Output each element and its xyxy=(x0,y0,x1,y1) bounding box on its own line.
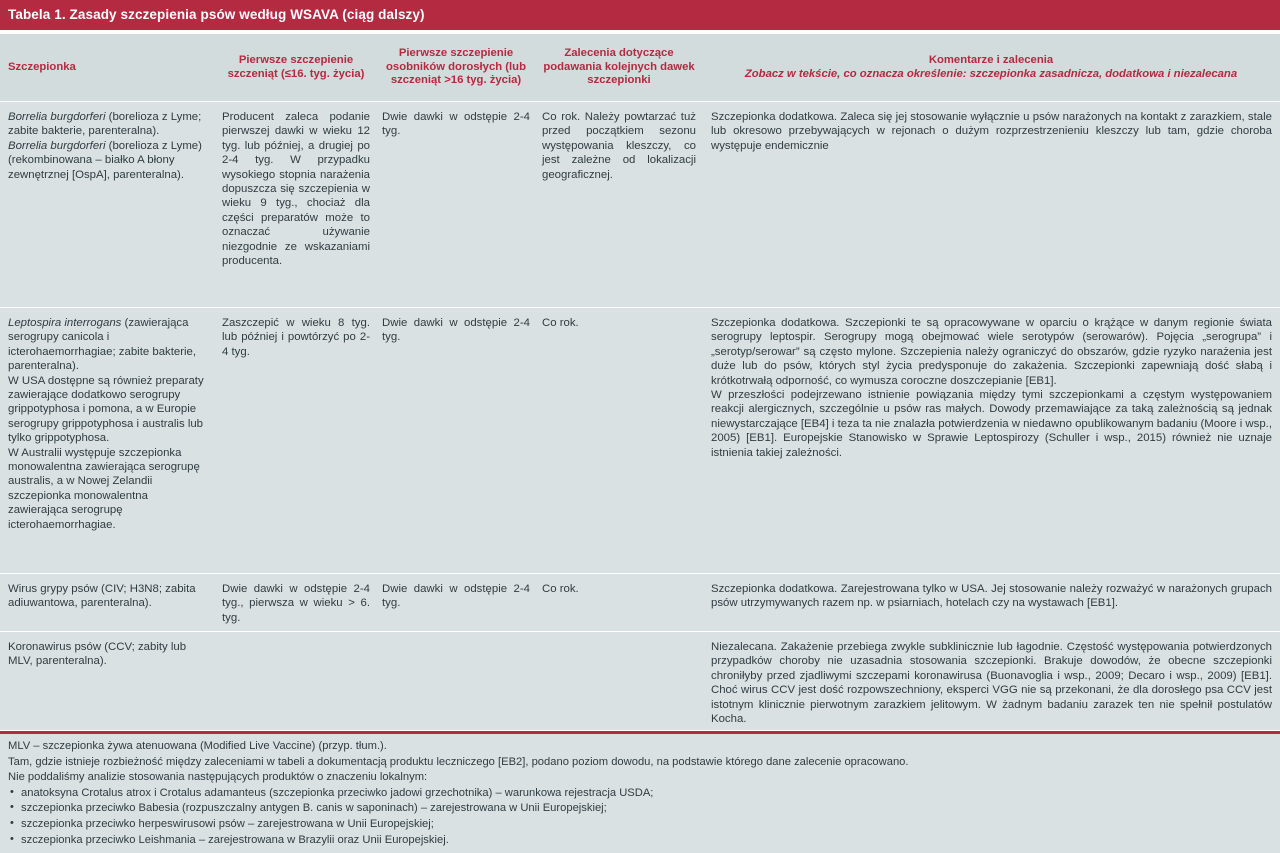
vaccine-name-paragraph: W Australii występuje szczepionka monowalentna zawierająca serogrupę australis, a w Nowej Zelandii szczepionka monowalentna zawierająca serogrupę icterohaemorrhagiae. xyxy=(8,446,200,531)
cell-kolejne-dawki xyxy=(536,102,702,307)
cell-pierwsze-szczeniat xyxy=(216,102,376,307)
cell-kolejne-dawki-text: Co rok. xyxy=(542,317,579,329)
cell-pierwsze-dorosle xyxy=(376,574,536,631)
cell-pierwsze-dorosle xyxy=(376,102,536,307)
cell-kolejne-dawki xyxy=(536,308,702,573)
vaccine-name-paragraph: Borrelia burgdorferi (borelioza z Lyme) (rekombinowana – białko A błony zewnętrznej [OspA], parenteralna). xyxy=(8,139,202,181)
cell-pierwsze-szczeniat-text: Dwie dawki w odstępie 2-4 tyg., pierwsza w wieku > 6. tyg. xyxy=(222,583,370,624)
vaccine-name-paragraph: Leptospira interrogans (zawierająca serogrupy canicola i icterohaemorrhagiae; zabite bakterie, parenteralna). xyxy=(8,317,197,373)
column-header-pierwsze-dorosle xyxy=(376,34,536,101)
cell-kolejne-dawki xyxy=(536,574,702,631)
table-body xyxy=(0,102,1280,730)
column-header-komentarze-wrap xyxy=(745,54,1237,81)
cell-szczepionka xyxy=(0,308,216,573)
species-name: Borrelia burgdorferi xyxy=(8,111,106,123)
cell-pierwsze-szczeniat xyxy=(216,632,376,730)
column-header-szczepionka-label: Szczepionka xyxy=(8,60,76,73)
cell-pierwsze-szczeniat-text: Zaszczepić w wieku 8 tyg. lub później i powtórzyć po 2-4 tyg. xyxy=(222,317,370,358)
column-header-komentarze xyxy=(702,34,1280,101)
column-header-szczepionka xyxy=(0,34,216,101)
column-header-kolejne-dawki xyxy=(536,34,702,101)
cell-kolejne-dawki xyxy=(536,632,702,730)
vaccine-name-paragraph: Koronawirus psów (CCV; zabity lub MLV, parenteralna). xyxy=(8,641,187,668)
cell-szczepionka xyxy=(0,574,216,631)
cell-komentarze xyxy=(702,102,1280,307)
cell-pierwsze-szczeniat xyxy=(216,308,376,573)
column-header-kolejne-dawki-label: Zalecenia dotyczące podawania kolejnych dawek szczepionki xyxy=(543,47,695,87)
cell-komentarze xyxy=(702,308,1280,573)
cell-kolejne-dawki-text: Co rok. xyxy=(542,583,579,595)
footnote-bullet: • szczepionka przeciwko Babesia (rozpuszczalny antygen B. canis w saponinach) – zarejestrowana w Unii Europejskiej; xyxy=(8,801,1272,817)
cell-pierwsze-szczeniat xyxy=(216,574,376,631)
cell-pierwsze-dorosle-text: Dwie dawki w odstępie 2-4 tyg. xyxy=(382,111,530,138)
column-header-komentarze-sublabel: Zobacz w tekście, co oznacza określenie: szczepionka zasadnicza, dodatkowa i niezalecana xyxy=(744,67,1238,80)
cell-szczepionka xyxy=(0,102,216,307)
footnote-line: Nie poddaliśmy analizie stosowania następujących produktów o znaczeniu lokalnym: xyxy=(8,771,428,784)
cell-kolejne-dawki-text: Co rok. Należy powtarzać tuż przed początkiem sezonu występowania kleszczy, co jest zależne od lokalizacji geograficznej. xyxy=(542,111,696,181)
cell-pierwsze-szczeniat-text: Producent zaleca podanie pierwszej dawki w wieku 12 tyg. lub później, a drugiej po 2-4 tyg. W przypadku wysokiego stopnia narażenia dopuszcza się szczepienia w wieku 9 tyg., chociaż dla części preparatów może to oznaczać używanie niezgodnie ze wskazaniami producenta. xyxy=(222,111,370,268)
table-row xyxy=(0,574,1280,632)
cell-pierwsze-dorosle xyxy=(376,308,536,573)
table-row xyxy=(0,632,1280,730)
comment-paragraph: Szczepionka dodatkowa. Zaleca się jej stosowanie wyłącznie u psów narażonych na kontakt z zarazkiem, stale lub okresowo przebywających w rejonach o dużym rozprzestrzenieniu kleszczy lub tam, gdzie choroba występuje endemicznie xyxy=(711,111,1272,152)
footnote-lines xyxy=(8,739,1272,786)
comment-paragraph: Niezalecana. Zakażenie przebiega zwykle subklinicznie lub łagodnie. Częstość występowania potwierdzonych przypadków choroby nie uzasadnia stosowania szczepionki. Brakuje dowodów, że obecne szczepionki chroniłyby przed zjadliwymi szczepami koronawirusa (Buonavoglia i wsp., 2009; Decaro i wsp., 2009) [EB1]. Choć wirus CCV jest dość rozpowszechniony, eksperci VGG nie są przekonani, że dla dorosłego psa CCV jest istotnym klinicznie pierwotnym zarazkiem jelitowym. W żadnym badaniu zarazek ten nie spełnił postulatów Kocha. xyxy=(711,641,1272,726)
footnote-bullet: • szczepionka przeciwko Leishmania – zarejestrowana w Brazylii oraz Unii Europejskiej. xyxy=(8,833,1272,849)
species-name: Leptospira interrogans xyxy=(8,317,122,329)
cell-pierwsze-dorosle xyxy=(376,632,536,730)
comment-paragraph: Szczepionka dodatkowa. Zarejestrowana tylko w USA. Jej stosowanie należy rozważyć w narażonych grupach psów utrzymywanych razem np. w psiarniach, hotelach czy na wystawach [EB1]. xyxy=(711,583,1272,610)
column-header-pierwsze-dorosle-label: Pierwsze szczepienie osobników dorosłych (lub szczeniąt >16 tyg. życia) xyxy=(386,47,526,87)
species-name: Borrelia burgdorferi xyxy=(8,139,106,152)
column-header-pierwsze-szczeniat xyxy=(216,34,376,101)
footnote-bullet: • anatoksyna Crotalus atrox i Crotalus adamanteus (szczepionka przeciwko jadowi grzechotnika) – warunkowa rejestracja USDA; xyxy=(8,786,1272,802)
table-title: Tabela 1. Zasady szczepienia psów według WSAVA (ciąg dalszy) xyxy=(0,0,1280,30)
vaccine-name-paragraph: Wirus grypy psów (CIV; H3N8; zabita adiuwantowa, parenteralna). xyxy=(8,583,196,610)
vaccine-name-paragraph: W USA dostępne są również preparaty zawierające dodatkowo serogrupy grippotyphosa i pomona, a w Europie serogrupy grippotyphosa i australis lub tylko grippotyphosa. xyxy=(8,374,204,445)
cell-komentarze xyxy=(702,574,1280,631)
cell-pierwsze-dorosle-text: Dwie dawki w odstępie 2-4 tyg. xyxy=(382,583,530,610)
comment-paragraph: W przeszłości podejrzewano istnienie powiązania między tymi szczepionkami a częstym występowaniem reakcji alergicznych, szczególnie u psów ras małych. Dowody przemawiające za taką zależnością są jednak niewystarczające [EB4] i teza ta nie znalazła potwierdzenia w niedawno opublikowanym badaniu (Moore i wsp., 2005) [EB1]. Europejskie Stanowisko w Sprawie Leptospirozy (Schuller i wsp., 2015) również nie uznaje istnienia takiej zależności. xyxy=(711,389,1272,459)
table-row xyxy=(0,102,1280,308)
table-row xyxy=(0,308,1280,574)
footnote-bullet-list xyxy=(8,786,1272,848)
column-header-pierwsze-szczeniat-label: Pierwsze szczepienie szczeniąt (≤16. tyg. życia) xyxy=(227,54,365,80)
cell-komentarze xyxy=(702,632,1280,730)
vaccine-name-paragraph: Borrelia burgdorferi (borelioza z Lyme; zabite bakterie, parenteralna). xyxy=(8,111,202,138)
footnote-line: MLV – szczepionka żywa atenuowana (Modified Live Vaccine) (przyp. tłum.). xyxy=(8,740,387,752)
comment-paragraph: Szczepionka dodatkowa. Szczepionki te są opracowywane w oparciu o krążące w danym regionie świata serogrupy leptospir. Serogrupy mogą obejmować wiele serotypów (serowarów). Pojęcia „serogrupa” i „serotyp/serowar” są często mylone. Szczepienia należy ograniczyć do obszarów, gdzie ryzyko narażenia jest duże lub do psów, których styl życia predysponuje do zakażenia. Szczepionki zapewniają dość słabą i krótkotrwałą odporność, co wymusza coroczne doszczepianie [EB1]. xyxy=(711,317,1272,387)
cell-szczepionka xyxy=(0,632,216,730)
cell-pierwsze-dorosle-text: Dwie dawki w odstępie 2-4 tyg. xyxy=(382,317,530,344)
footnote-line: Tam, gdzie istnieje rozbieżność między zaleceniami w tabeli a dokumentacją produktu leczniczego [EB2], podano poziom dowodu, na podstawie którego dane zalecenie opracowano. xyxy=(8,755,909,768)
table-header-row xyxy=(0,34,1280,102)
column-header-komentarze-label: Komentarze i zalecenia xyxy=(928,54,1054,66)
footnote-bullet: • szczepionka przeciwko herpeswirusowi psów – zarejestrowana w Unii Europejskiej; xyxy=(8,817,1272,833)
table-footnotes xyxy=(0,734,1280,848)
